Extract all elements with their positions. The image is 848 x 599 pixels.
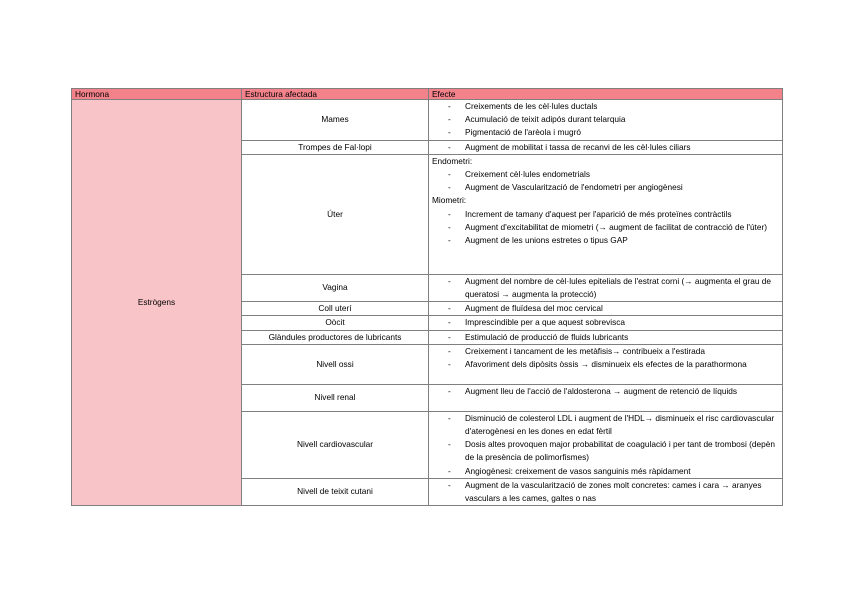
effect-cell: [429, 302, 783, 316]
structure-cell: Glàndules productores de lubricants: [242, 330, 429, 344]
bullet-dash: -: [448, 235, 451, 246]
effect-item: [432, 345, 778, 358]
bullet-dash: -: [448, 101, 451, 111]
effect-item: [432, 208, 778, 221]
effect-item: [432, 331, 778, 344]
effect-text: Dosis altes provoquen major probabilitat de coagulació i per tant de trombosi (depèn de la presència de polimorfismes): [465, 439, 775, 463]
bullet-dash: -: [448, 345, 451, 356]
bullet-dash: -: [448, 385, 451, 396]
effect-text: Increment de tamany d'aquest per l'aparició de més proteïnes contràctils: [465, 208, 732, 219]
table-body: [72, 100, 783, 506]
effect-text: Augment d'excitabilitat de miometri (→ augment de facilitat de contracció de l'úter): [465, 221, 767, 232]
effect-cell: [429, 274, 783, 301]
header-efecte: Efecte: [429, 89, 783, 100]
effect-item: [432, 275, 778, 301]
table-row: [72, 100, 783, 141]
effect-text: Pigmentació de l'arèola i mugró: [465, 127, 581, 138]
effect-text: Imprescindible per a que aquest sobrevisca: [465, 317, 626, 328]
effect-item: [432, 113, 778, 126]
effect-text: Creixement cèl·lules endometrials: [465, 169, 590, 180]
effect-item: [432, 221, 778, 234]
effect-cell: [429, 411, 783, 478]
bullet-dash: -: [448, 114, 451, 125]
bullet-dash: -: [448, 275, 451, 286]
structure-cell: Úter: [242, 154, 429, 274]
effect-cell: [429, 384, 783, 411]
effect-item: [432, 302, 778, 315]
effect-text: Augment de les unions estretes o tipus GAP: [465, 235, 628, 246]
effect-text: Angiogènesi: creixement de vasos sanguinis més ràpidament: [465, 465, 691, 476]
bullet-dash: -: [448, 221, 451, 232]
header-hormona: Hormona: [72, 89, 242, 100]
effect-cell: [429, 344, 783, 384]
effect-text: Augment de Vascularització de l'endometri per angiogènesi: [465, 182, 683, 193]
effect-text: Creixement i tancament de les metàfisis→ contribueix a l'estirada: [465, 345, 705, 356]
effect-item: [432, 168, 778, 181]
structure-cell: Trompes de Fal·lopi: [242, 140, 429, 154]
bullet-dash: -: [448, 479, 451, 490]
effect-item: [432, 316, 778, 329]
effect-cell: [429, 316, 783, 330]
structure-cell: Mames: [242, 100, 429, 141]
structure-cell: Nivell ossi: [242, 344, 429, 384]
bullet-dash: -: [448, 303, 451, 314]
bullet-dash: -: [448, 141, 451, 152]
effect-cell: [429, 100, 783, 141]
hormone-cell: Estrògens: [72, 100, 242, 506]
effect-cell: [429, 140, 783, 154]
bullet-dash: -: [448, 182, 451, 193]
header-estructura: Estructura afectada: [242, 89, 429, 100]
structure-cell: Coll uterí: [242, 302, 429, 316]
table-header-row: [72, 89, 783, 100]
structure-cell: Nivell renal: [242, 384, 429, 411]
effect-text: Augment de la vascularització de zones molt concretes: cames i cara → aranyes vasculars a les cames, galtes o nas: [465, 479, 762, 504]
hormone-effects-table: [71, 88, 783, 506]
effect-item: [432, 412, 778, 438]
effect-text: Estimulació de producció de fluids lubricants: [465, 331, 629, 342]
structure-cell: Nivell de teixit cutani: [242, 478, 429, 505]
bullet-dash: -: [448, 317, 451, 328]
effect-cell: [429, 330, 783, 344]
effect-item: [432, 234, 778, 247]
effect-item: [432, 358, 778, 371]
effect-item: [432, 141, 778, 154]
effect-cell: [429, 478, 783, 505]
effect-item: [432, 100, 778, 113]
bullet-dash: -: [448, 465, 451, 476]
bullet-dash: -: [448, 412, 451, 423]
structure-cell: Nivell cardiovascular: [242, 411, 429, 478]
bullet-dash: -: [448, 169, 451, 180]
effect-text: Creixements de les cèl·lules ductals: [465, 101, 598, 111]
effect-text: Augment de fluïdesa del moc cervical: [465, 303, 603, 314]
structure-cell: Oòcit: [242, 316, 429, 330]
effect-item: [432, 465, 778, 478]
bullet-dash: -: [448, 359, 451, 370]
bullet-dash: -: [448, 127, 451, 138]
effect-text: Disminució de colesterol LDL i augment de l'HDL→ disminueix el risc cardiovascular d'aterogènesi en les dones en edat fèrtil: [465, 412, 775, 437]
effect-group-label: Miometri:: [432, 195, 467, 206]
effect-item: [432, 479, 778, 505]
effect-group-label: Endometri:: [432, 155, 473, 166]
effect-item: [432, 126, 778, 139]
effect-item: [432, 385, 778, 398]
effect-item: [432, 181, 778, 194]
effect-text: Acumulació de teixit adipós durant telarquia: [465, 114, 626, 125]
effect-item: [432, 438, 778, 464]
bullet-dash: -: [448, 208, 451, 219]
effect-text: Afavoriment dels dipòsits òssis → disminueix els efectes de la parathormona: [465, 359, 747, 370]
structure-cell: Vagina: [242, 274, 429, 301]
bullet-dash: -: [448, 331, 451, 342]
effect-text: Augment del nombre de cèl·lules epitelials de l'estrat corni (→ augmenta el grau de queratosi → augmenta la protecció): [465, 275, 771, 300]
effect-text: Augment lleu de l'acció de l'aldosterona → augment de retenció de líquids: [465, 385, 738, 396]
effect-text: Augment de mobilitat i tassa de recanvi de les cèl·lules ciliars: [465, 141, 691, 152]
effect-cell: [429, 154, 783, 274]
bullet-dash: -: [448, 439, 451, 450]
